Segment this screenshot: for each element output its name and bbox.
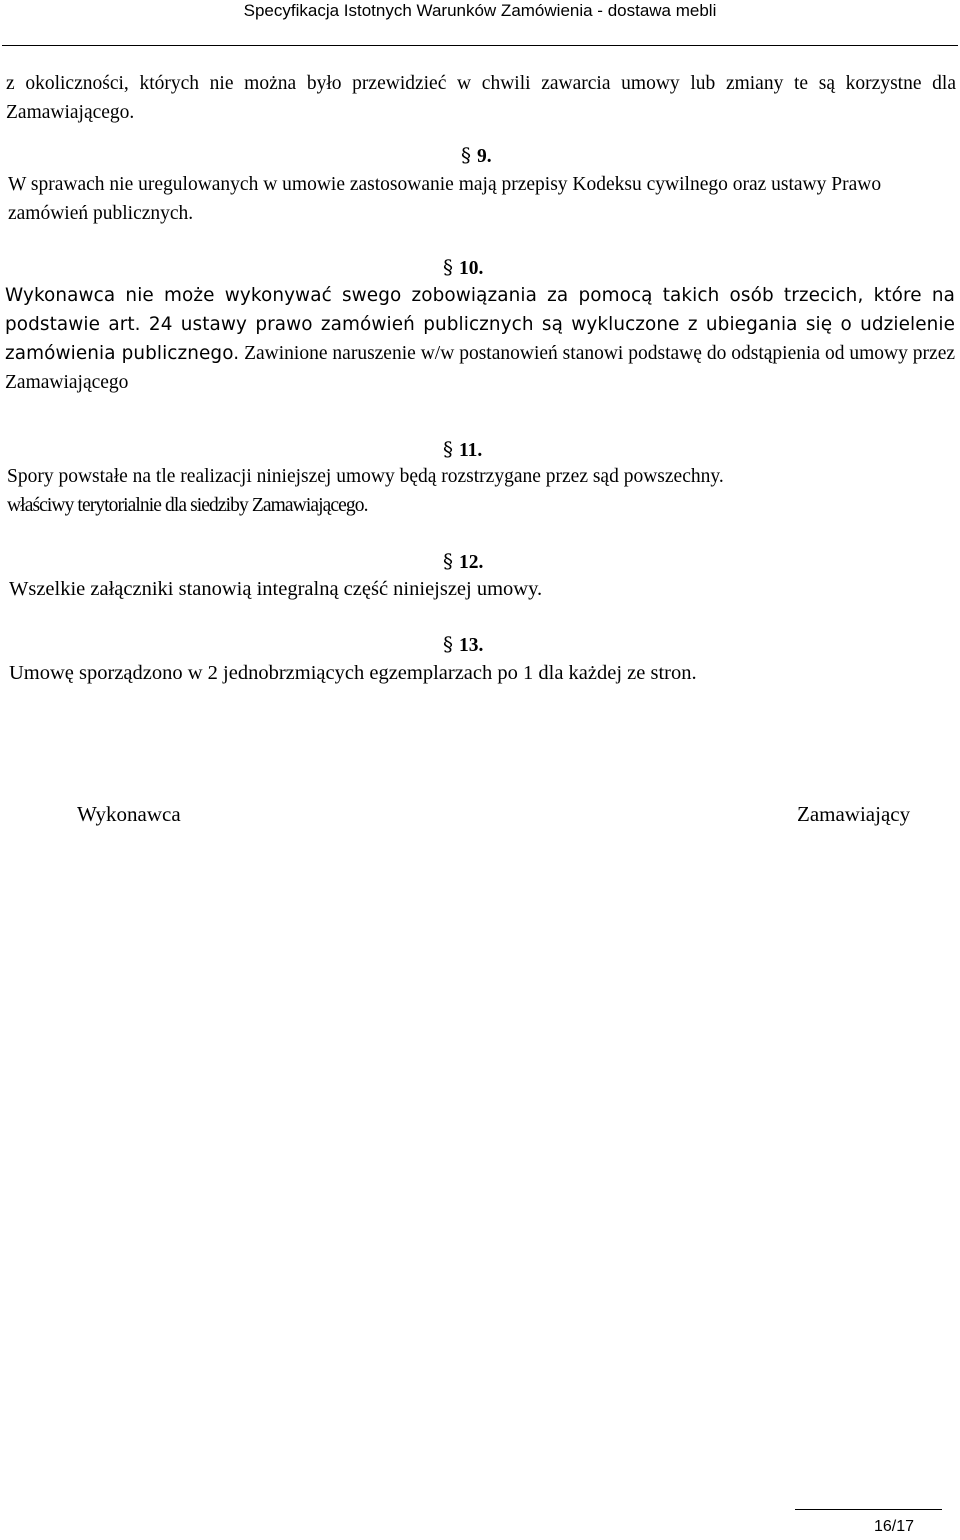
section-number: 9. (477, 146, 492, 167)
signature-client: Zamawiający (797, 802, 911, 826)
section-symbol: § (443, 549, 453, 573)
section-symbol: § (443, 437, 453, 461)
section-symbol: § (461, 143, 471, 167)
section-10-sans-text: Wykonawca nie może wykonywać swego zobowiązania za pomocą takich osób trzecich, które na podstawie art. 24 ustawy prawo zamówień publicznych są wykluczone z ubiegania się o udzielenie zamówienia publicznego. (5, 285, 955, 364)
section-13-heading (443, 630, 483, 660)
section-11-text: Spory powstałe na tle realizacji niniejszej umowy będą rozstrzygane przez sąd powszechny. (7, 466, 724, 487)
section-10-text (5, 281, 955, 397)
intro-paragraph: z okoliczności, których nie można było przewidzieć w chwili zawarcia umowy lub zmiany te są korzystne dla Zamawiającego. (6, 73, 956, 123)
signature-contractor: Wykonawca (77, 802, 181, 826)
section-number: 10. (459, 258, 484, 279)
section-12-text: Wszelkie załączniki stanowią integralną część niniejszej umowy. (9, 578, 543, 600)
section-13-text: Umowę sporządzono w 2 jednobrzmiących egzemplarzach po 1 dla każdej ze stron. (9, 662, 697, 684)
section-11-heading (443, 435, 482, 465)
document-header: Specyfikacja Istotnych Warunków Zamówienia - dostawa mebli (243, 1, 717, 20)
section-number: 13. (459, 635, 484, 656)
section-symbol: § (443, 255, 453, 279)
footer-divider (795, 1509, 942, 1510)
section-symbol: § (443, 632, 453, 656)
section-11-text-line2: właściwy terytorialnie dla siedziby Zamawiającego. (7, 495, 368, 516)
section-10-heading (443, 253, 483, 283)
header-divider (2, 45, 958, 46)
section-9-heading (461, 141, 492, 171)
section-10-continued-text: Zawinione naruszenie w/w postanowień stanowi podstawę do odstąpienia od umowy przez Zamawiającego (5, 343, 956, 393)
page-number: 16/17 (874, 1518, 915, 1535)
section-number: 12. (459, 552, 484, 573)
section-12-heading (443, 547, 483, 577)
section-number: 11. (459, 440, 483, 461)
section-9-text: W sprawach nie uregulowanych w umowie zastosowanie mają przepisy Kodeksu cywilnego oraz ustawy Prawo zamówień publicznych. (8, 174, 882, 224)
